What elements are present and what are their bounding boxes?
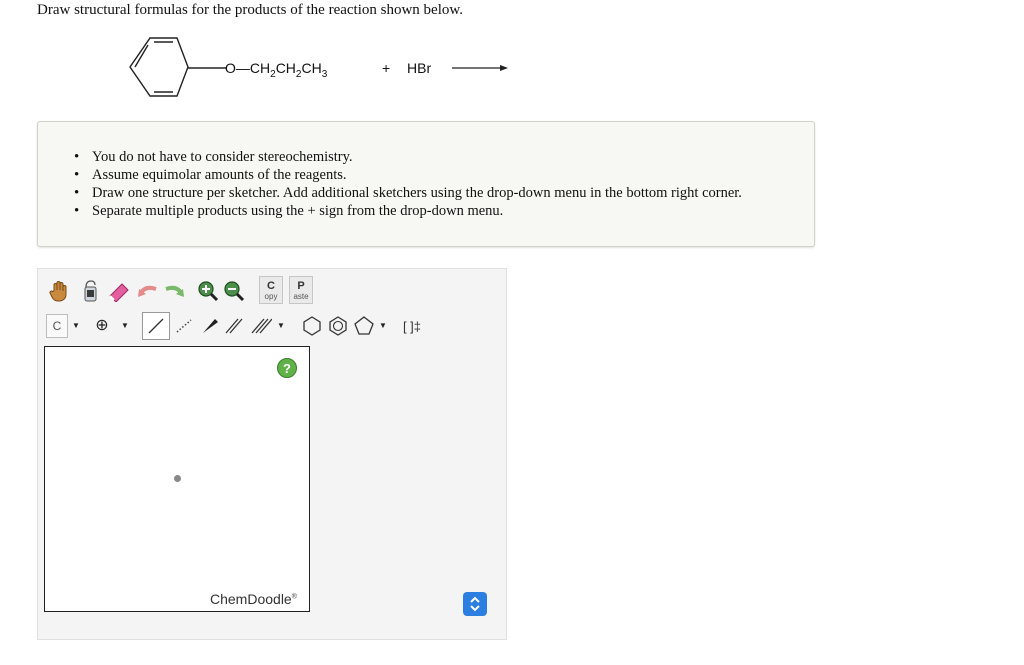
copy-button[interactable]	[259, 276, 283, 304]
chemdoodle-brand	[210, 591, 297, 607]
brand-mark: ®	[291, 593, 297, 601]
paste-button-label: aste	[293, 291, 309, 301]
paste-button-letter: P	[297, 279, 305, 292]
question-text: Draw structural formulas for the products of the reaction shown below.	[37, 2, 463, 18]
instruction-item: • Draw one structure per sketcher. Add additional sketchers using the drop-down menu in the bottom right corner.	[92, 184, 742, 202]
charge-dropdown-arrow-icon[interactable]: ▼	[121, 320, 129, 330]
charge-button[interactable]	[91, 314, 113, 338]
instruction-list	[92, 148, 742, 220]
reaction-scheme	[120, 30, 540, 110]
triple-bond-tool-icon[interactable]	[248, 313, 272, 339]
instructions-box	[37, 121, 815, 247]
double-bond-tool-icon[interactable]	[222, 313, 246, 339]
instruction-item: • Separate multiple products using the + sign from the drop-down menu.	[92, 202, 742, 220]
undo-icon[interactable]	[136, 278, 160, 304]
paste-button[interactable]	[289, 276, 313, 304]
element-carbon-button[interactable]	[46, 314, 68, 338]
benzene-ring-icon	[130, 38, 188, 96]
single-bond-tool-icon[interactable]	[142, 312, 170, 340]
brand-label: ChemDoodle	[210, 591, 292, 607]
bracket-tool-label: [ ]‡	[402, 318, 422, 334]
ether-chain: $O—CH_2CH_2CH_3$	[225, 60, 328, 80]
copy-button-label: opy	[264, 291, 278, 301]
instruction-item: • Assume equimolar amounts of the reagents.	[92, 166, 742, 184]
element-label: C	[52, 319, 62, 333]
benzene-tool-icon[interactable]	[326, 313, 350, 339]
redo-icon[interactable]	[162, 278, 186, 304]
copy-button-letter: C	[267, 279, 275, 292]
reaction-structure-svg	[120, 30, 540, 110]
dashed-bond-tool-icon[interactable]	[172, 313, 196, 339]
reagent-hbr: HBr	[407, 60, 432, 76]
bond-dropdown-arrow-icon[interactable]: ▼	[277, 320, 285, 330]
help-button[interactable]: ?	[277, 358, 297, 378]
wedge-bond-tool-icon[interactable]	[198, 313, 222, 339]
up-down-chevron-icon	[469, 596, 481, 612]
lasso-tool-icon[interactable]	[78, 278, 102, 304]
bracket-tool-button[interactable]	[398, 314, 426, 338]
hand-tool-icon[interactable]	[47, 278, 71, 304]
sketcher-stepper-dropdown[interactable]	[463, 592, 487, 616]
eraser-tool-icon[interactable]	[107, 278, 131, 304]
charge-label: ⊕	[95, 317, 109, 334]
cyclopentane-tool-icon[interactable]	[352, 313, 376, 339]
canvas-cursor-dot	[174, 475, 181, 482]
reaction-arrow-head-icon	[500, 65, 508, 71]
element-dropdown-arrow-icon[interactable]: ▼	[72, 320, 80, 330]
plus-sign: +	[382, 60, 391, 76]
zoom-in-icon[interactable]	[196, 278, 220, 304]
ring-dropdown-arrow-icon[interactable]: ▼	[379, 320, 387, 330]
zoom-out-icon[interactable]	[222, 278, 246, 304]
instruction-item: • You do not have to consider stereochemistry.	[92, 148, 742, 166]
cyclohexane-tool-icon[interactable]	[300, 313, 324, 339]
